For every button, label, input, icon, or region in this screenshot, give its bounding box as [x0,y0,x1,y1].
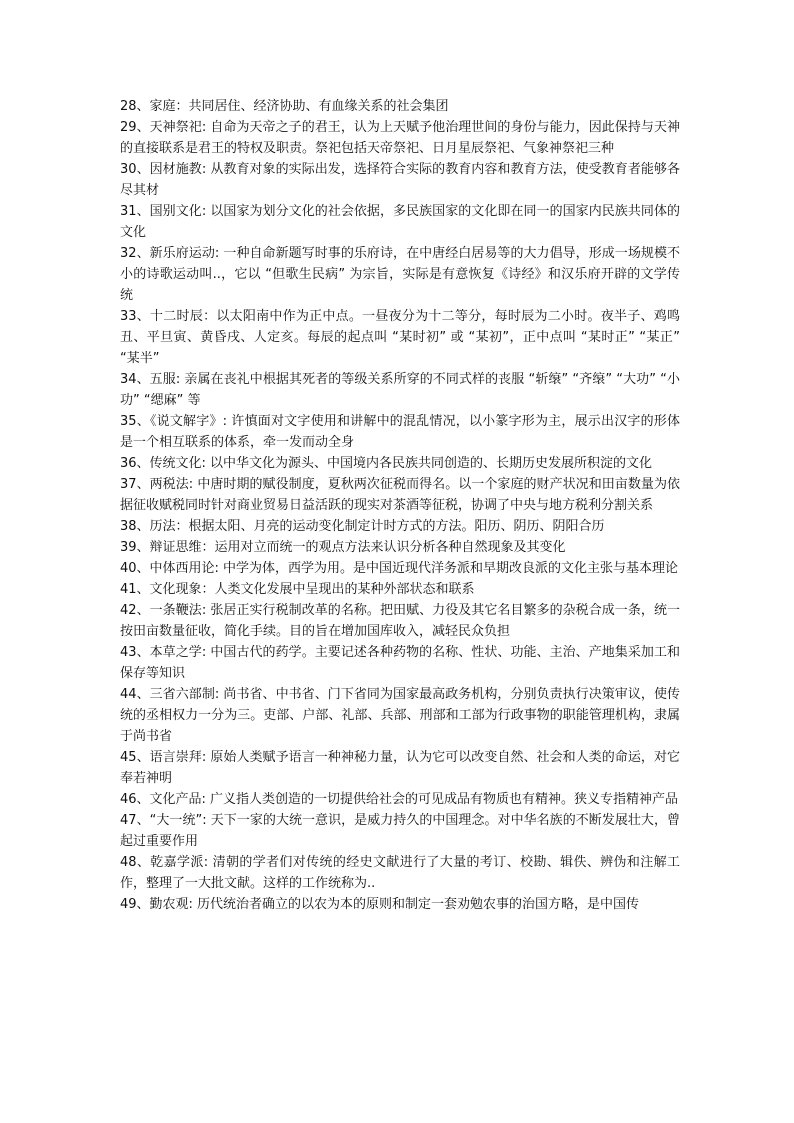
entry-30-teaching-by-aptitude: 30、因材施教: 从教育对象的实际出发，选择符合实际的教育内容和教育方法，使受教育者能够各尽其材 [120,162,680,198]
entry-45-language-worship: 45、语言崇拜: 原始人类赋予语言一种神秘力量，认为它可以改变自然、社会和人类的命运，对它奉若神明 [120,750,680,786]
entry-32-new-yuefu-movement: 32、新乐府运动: 一种自命新题写时事的乐府诗，在中唐经白居易等的大力倡导，形成一场规模不小的诗歌运动叫..，它以 “但歌生民病” 为宗旨，实际是有意恢复《诗经》和汉乐府开辟的文学传统 [120,246,680,303]
entry-48-qianjia-school: 48、乾嘉学派: 清朝的学者们对传统的经史文献进行了大量的考订、校勘、辑佚、辨伪和注解工作，整理了一大批文献。这样的工作统称为.. [120,855,680,891]
entry-31-national-culture: 31、国别文化: 以国家为划分文化的社会依据，多民族国家的文化即在同一的国家内民族共同体的文化 [120,204,680,240]
entry-49-diligent-agriculture: 49、勤农观: 历代统治者确立的以农为本的原则和制定一套劝勉农事的治国方略，是中国传 [120,897,640,912]
entry-37-two-tax-law: 37、两税法: 中唐时期的赋役制度，夏秋两次征税而得名。以一个家庭的财产状况和田亩数量为依据征收赋税同时针对商业贸易日益活跃的现实对茶酒等征税，协调了中央与地方税利分割关系 [120,477,680,513]
entry-39-dialectical-thinking: 39、辩证思维：运用对立而统一的观点方法来认识分析各种自然现象及其变化 [120,540,566,555]
entry-43-materia-medica: 43、本草之学: 中国古代的药学。主要记述各种药物的名称、性状、功能、主治、产地集采加工和保存等知识 [120,645,680,681]
entry-35-shuowen-jiezi: 35、《说文解字》: 许慎面对文字使用和讲解中的混乱情况，以小篆字形为主，展示出汉字的形体是一个相互联系的体系，牵一发而动全身 [120,414,680,450]
document-body [120,96,680,915]
entry-41-cultural-phenomenon: 41、文化现象：人类文化发展中呈现出的某种外部状态和联系 [120,582,475,597]
entry-38-calendar: 38、历法：根据太阳、月亮的运动变化制定计时方式的方法。阳历、阴历、阴阳合历 [120,519,605,534]
entry-47-great-unification: 47、“大一统”: 天下一家的大统一意识，是威力持久的中国理念。对中华名族的不断发展壮大，曾起过重要作用 [120,813,680,849]
entry-42-single-whip-law: 42、一条鞭法: 张居正实行税制改革的名称。把田赋、力役及其它名目繁多的杂税合成一条，统一按田亩数量征收，简化手续。目的旨在增加国库收入，减轻民众负担 [120,603,680,639]
entry-33-twelve-double-hours: 33、十二时辰：以太阳南中作为正中点。一昼夜分为十二等分，每时辰为二小时。夜半子、鸡鸣丑、平旦寅、黄昏戌、人定亥。每辰的起点叫 “某时初” 或 “某初”，正中点叫 “某时正” “某正” “某半” [120,309,680,366]
entry-29-heavenly-god-worship: 29、天神祭祀: 自命为天帝之子的君王，认为上天赋予他治理世间的身份与能力，因此保持与天神的直接联系是君王的特权及职责。祭祀包括天帝祭祀、日月星辰祭祀、气象神祭祀三种 [120,120,680,156]
entry-36-traditional-culture: 36、传统文化: 以中华文化为源头、中国境内各民族共同创造的、长期历史发展所积淀的文化 [120,456,653,471]
entry-34-five-mourning-grades: 34、五服: 亲属在丧礼中根据其死者的等级关系所穿的不同式样的丧服 “斩缞” “齐缞” “大功” “小功” “缌麻” 等 [120,372,680,408]
entry-28-family: 28、家庭：共同居住、经济协助、有血缘关系的社会集团 [120,99,449,114]
entry-40-chinese-essence-western-utility: 40、中体西用论: 中学为体，西学为用。是中国近现代洋务派和早期改良派的文化主张与基本理论 [120,561,679,576]
entry-44-three-departments-six-ministries: 44、三省六部制: 尚书省、中书省、门下省同为国家最高政务机构，分别负责执行决策审议，使传统的丞相权力一分为三。吏部、户部、礼部、兵部、刑部和工部为行政事物的职能管理机构，隶属于尚书省 [120,687,680,744]
entry-46-cultural-products: 46、文化产品: 广义指人类创造的一切提供给社会的可见成品有物质也有精神。狭义专指精神产品 [120,792,679,807]
